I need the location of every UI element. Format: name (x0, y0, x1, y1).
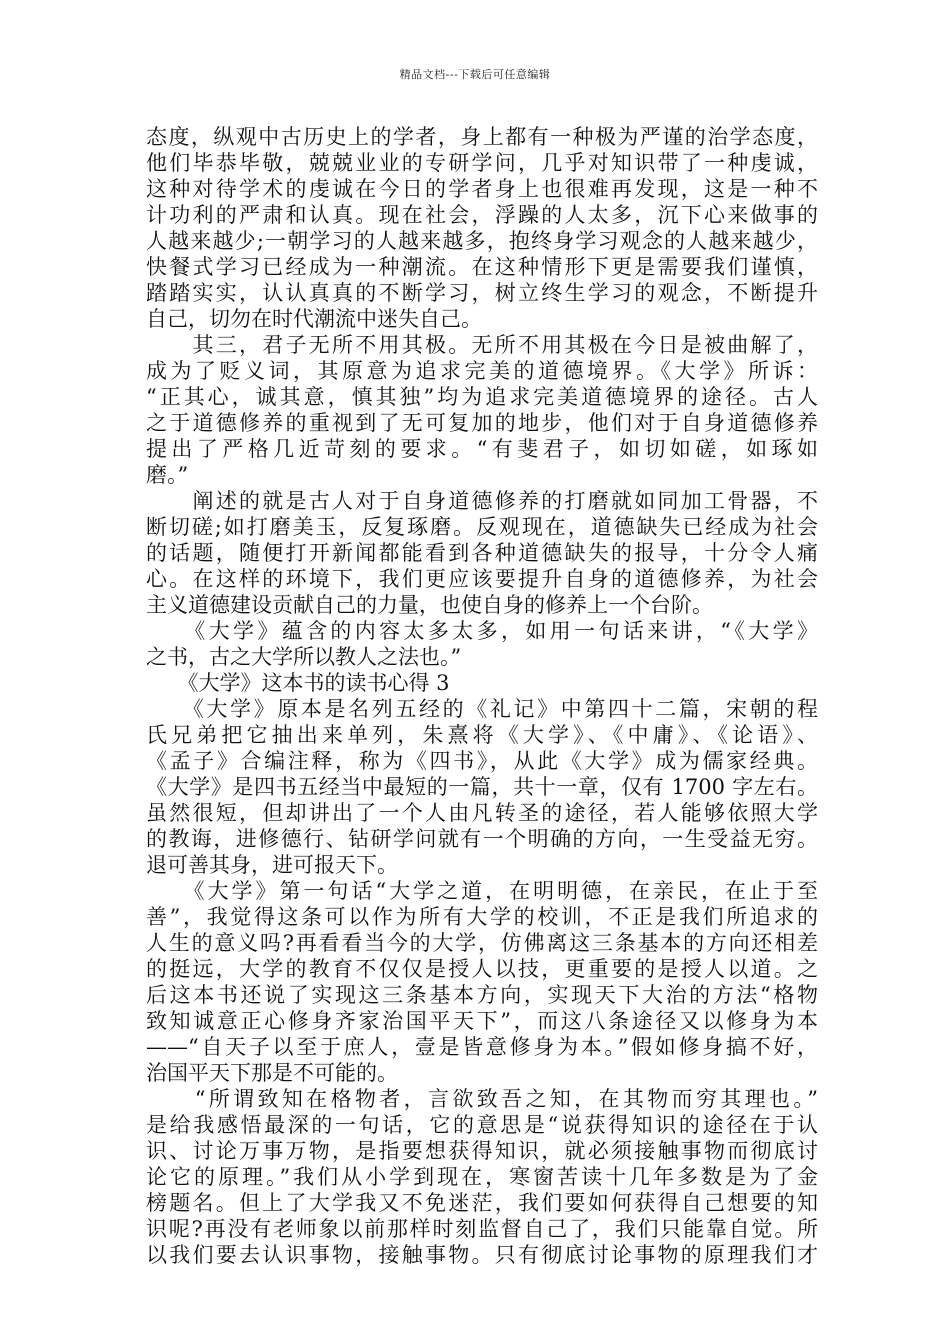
text-line: 致知诚意正心修身齐家治国平天下”，而这八条途径又以修身为本 (146, 1009, 818, 1033)
text-line: 识呢?再没有老师象以前那样时刻监督自己了，我们只能靠自觉。所 (146, 1217, 818, 1241)
text-line: 论它的原理。”我们从小学到现在，寒窗苦读十几年多数是为了金 (146, 1165, 818, 1189)
text-line: 虽然很短，但却讲出了一个人由凡转圣的途径，若人能够依照大学 (146, 801, 818, 825)
text-line: 计功利的严肃和认真。现在社会，浮躁的人太多，沉下心来做事的 (146, 203, 818, 227)
text-line: 的挺远，大学的教育不仅仅是授人以技，更重要的是授人以道。之 (146, 957, 818, 981)
text-line: 自己，切勿在时代潮流中迷失自己。 (146, 307, 482, 331)
text-line: 断切磋;如打磨美玉，反复琢磨。反观现在，道德缺失已经成为社会 (146, 515, 818, 539)
text-line: 识、讨论万事万物，是指要想获得知识，就必须接触事物而彻底讨 (146, 1139, 818, 1163)
text-line: 以我们要去认识事物，接触事物。只有彻底讨论事物的原理我们才 (146, 1243, 818, 1267)
text-line: 态度，纵观中古历史上的学者，身上都有一种极为严谨的治学态度， (146, 125, 818, 149)
text-line: 后这本书还说了实现这三条基本方向，实现天下大治的方法“格物 (146, 983, 818, 1007)
text-line: 之于道德修养的重视到了无可复加的地步，他们对于自身道德修养 (146, 411, 818, 435)
text-line: 善”，我觉得这条可以作为所有大学的校训，不正是我们所追求的 (146, 905, 818, 929)
text-line: 退可善其身，进可报天下。 (146, 853, 398, 877)
text-line: 心。在这样的环境下，我们更应该要提升自身的道德修养，为社会 (146, 567, 818, 591)
text-line: 《大学》是四书五经当中最短的一篇，共十一章，仅有 1700 字左右。 (146, 775, 818, 799)
text-line: ——“自天子以至于庶人，壹是皆意修身为本。”假如修身搞不好， (146, 1035, 818, 1059)
text-line: “正其心，诚其意，慎其独”均为追求完美道德境界的途径。古人 (146, 385, 818, 409)
text-line: 治国平天下那是不可能的。 (146, 1061, 398, 1085)
text-line: 榜题名。但上了大学我又不免迷茫，我们要如何获得自己想要的知 (146, 1191, 818, 1215)
text-line: 磨。” (146, 463, 189, 487)
text-line: 《大学》第一句话“大学之道，在明明德，在亲民，在止于至 (146, 879, 818, 903)
text-line: 快餐式学习已经成为一种潮流。在这种情形下更是需要我们谨慎， (146, 255, 818, 279)
text-line: 主义道德建设贡献自己的力量，也使自身的修养上一个台阶。 (146, 593, 713, 617)
text-line: 提出了严格几近苛刻的要求。“有斐君子，如切如磋，如琢如 (146, 437, 818, 461)
text-line: 氏兄弟把它抽出来单列，朱熹将《大学》、《中庸》、《论语》、 (146, 723, 818, 747)
text-line: 是给我感悟最深的一句话，它的意思是“说获得知识的途径在于认 (146, 1113, 818, 1137)
text-line: 踏踏实实，认认真真的不断学习，树立终生学习的观念，不断提升 (146, 281, 818, 305)
text-line: 的话题，随便打开新闻都能看到各种道德缺失的报导，十分令人痛 (146, 541, 818, 565)
text-line: 的教诲，进修德行、钻研学问就有一个明确的方向，一生受益无穷。 (146, 827, 818, 851)
text-line: 《大学》原本是名列五经的《礼记》中第四十二篇，宋朝的程 (146, 697, 818, 721)
text-line: 他们毕恭毕敬，兢兢业业的专研学问，几乎对知识带了一种虔诚， (146, 151, 818, 175)
document-body (146, 124, 818, 1268)
text-line: 之书，古之大学所以教人之法也。” (146, 645, 462, 669)
text-line: 其三，君子无所不用其极。无所不用其极在今日是被曲解了， (146, 333, 818, 357)
text-line: 人生的意义吗?再看看当今的大学，仿佛离这三条基本的方向还相差 (146, 931, 818, 955)
text-line: 阐述的就是古人对于自身道德修养的打磨就如同加工骨器，不 (146, 489, 818, 513)
text-line: “所谓致知在格物者，言欲致吾之知，在其物而穷其理也。” (146, 1087, 818, 1111)
text-line: 成为了贬义词，其原意为追求完美的道德境界。《大学》所诉： (146, 359, 818, 383)
text-line: 这种对待学术的虔诚在今日的学者身上也很难再发现，这是一种不 (146, 177, 818, 201)
text-line: 人越来越少;一朝学习的人越来越多，抱终身学习观念的人越来越少， (146, 229, 818, 253)
text-line: 《大学》这本书的读书心得 3 (146, 671, 450, 695)
page-header: 精品文档---下载后可任意编辑 (399, 68, 551, 81)
text-line: 《孟子》合编注释，称为《四书》，从此《大学》成为儒家经典。 (146, 749, 818, 773)
text-line: 《大学》蕴含的内容太多太多，如用一句话来讲，“《大学》 (146, 619, 818, 643)
